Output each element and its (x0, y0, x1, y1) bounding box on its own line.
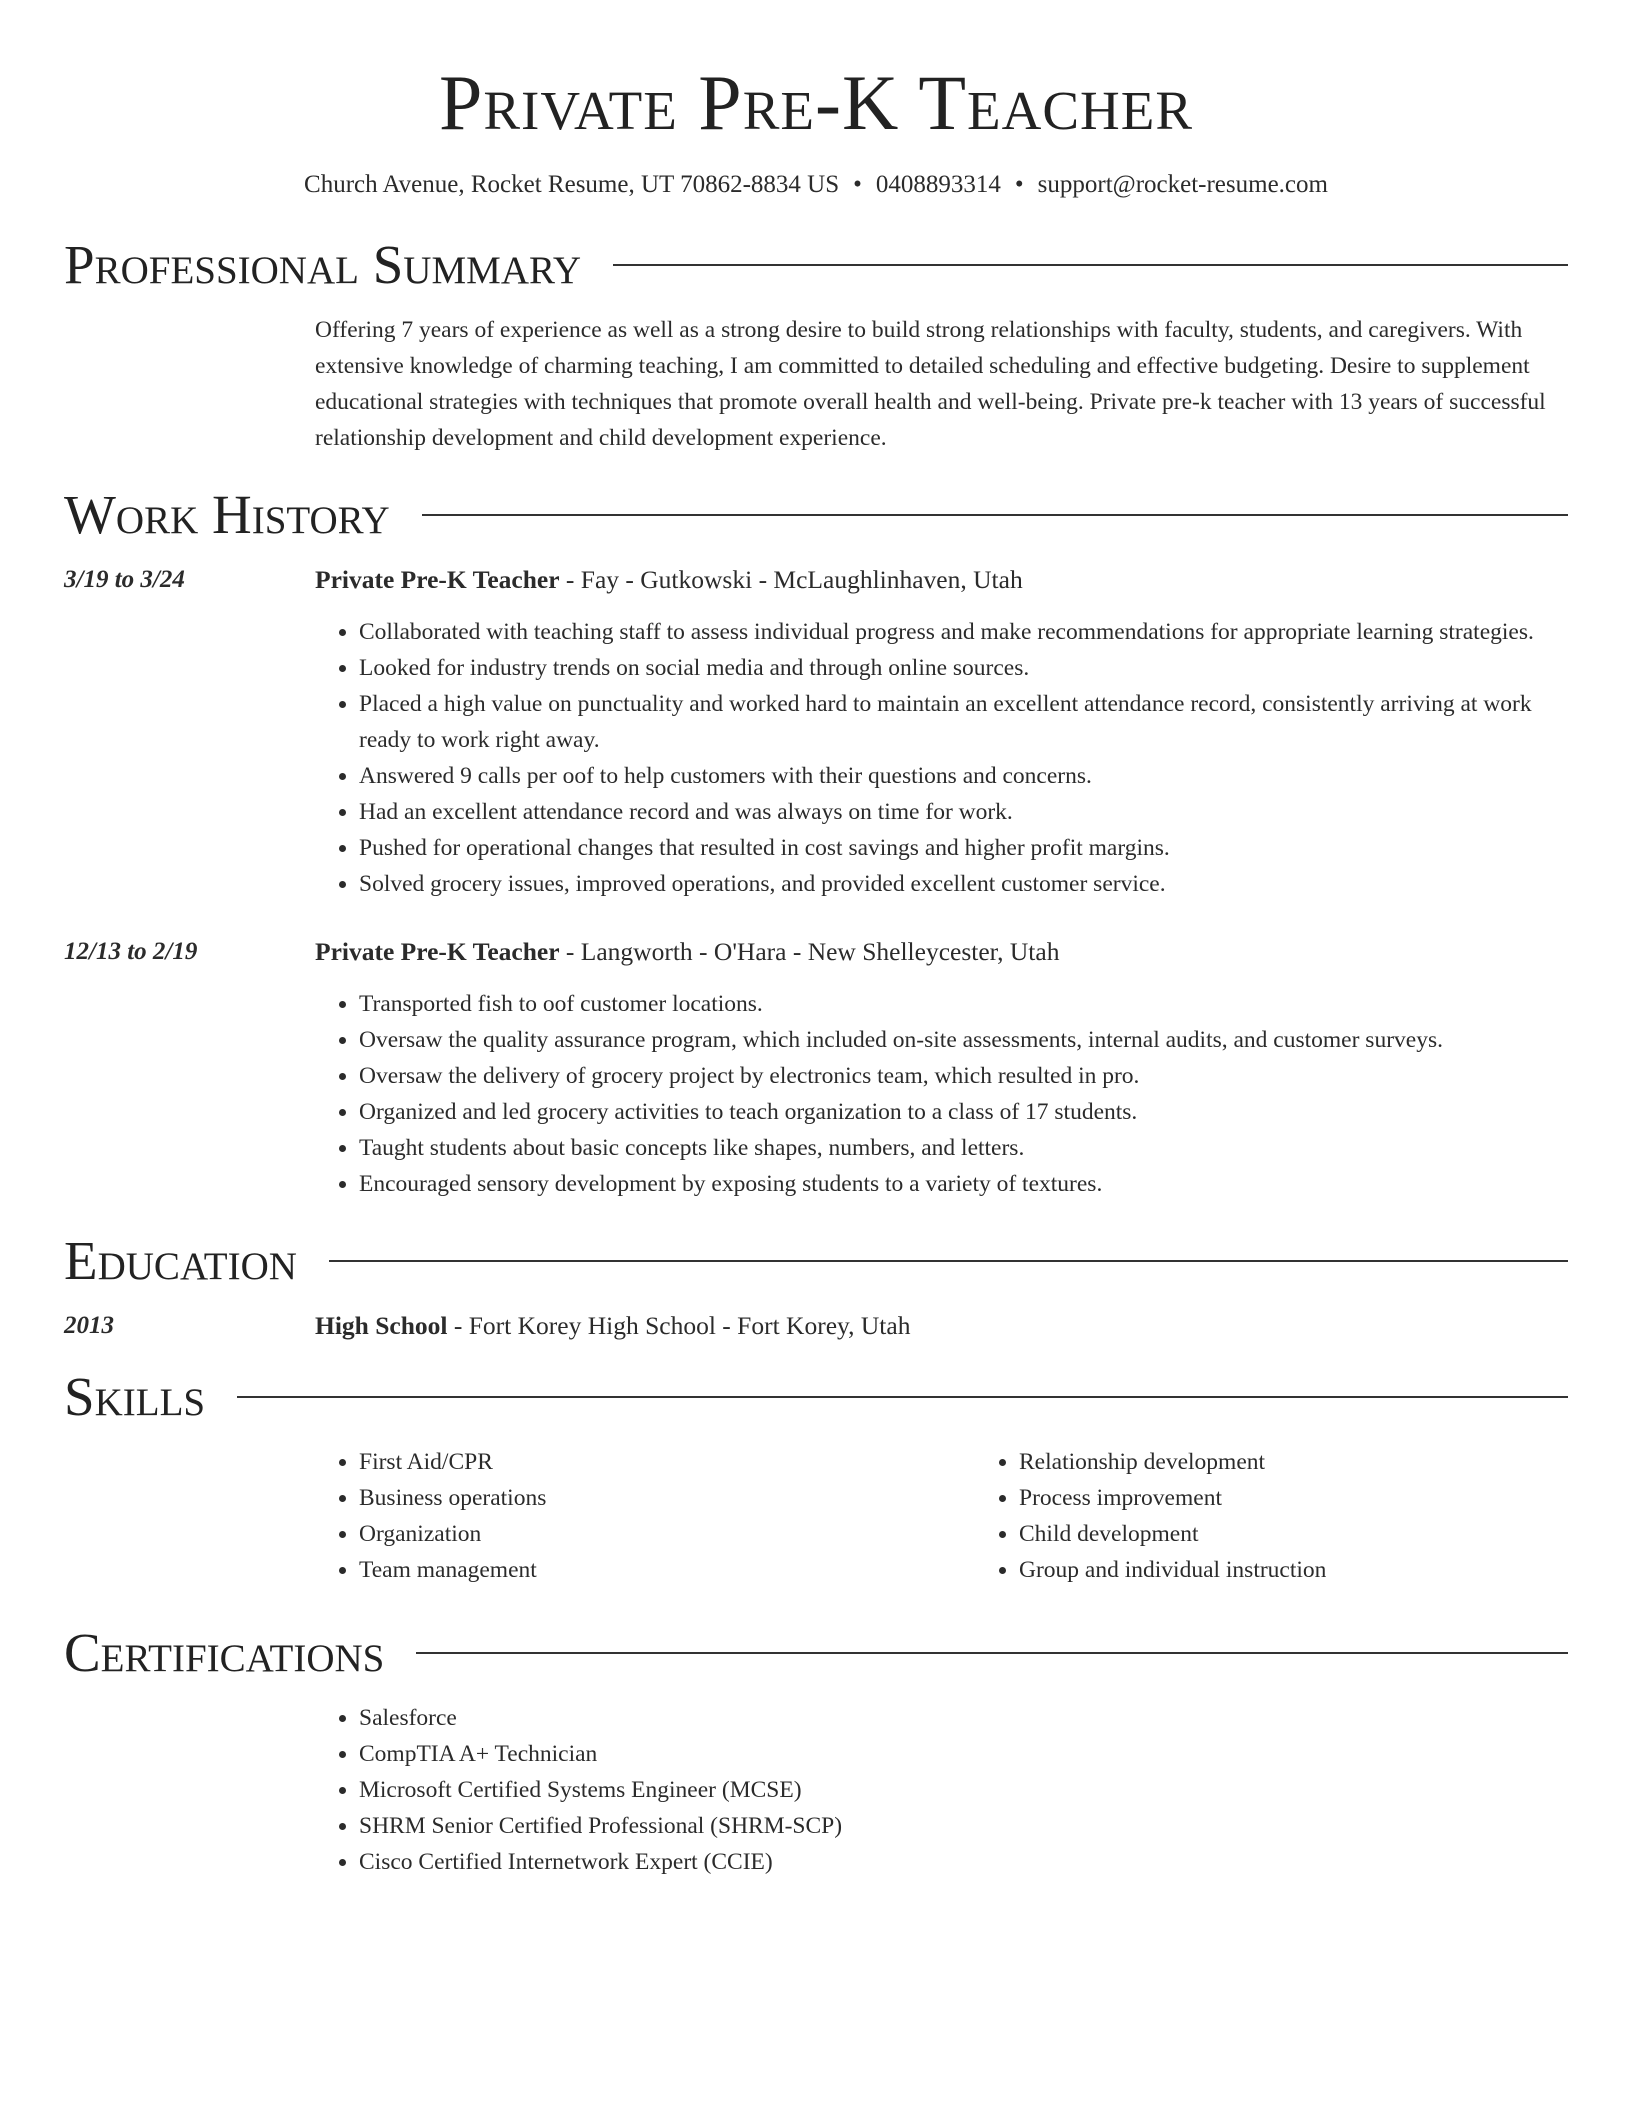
list-item: • Encouraged sensory development by exposing students to a variety of textures. (359, 1166, 1568, 1202)
list-item: • Looked for industry trends on social media and through online sources. (359, 650, 1568, 686)
job-employer: - Langworth - O'Hara - New Shelleycester, Utah (559, 937, 1060, 966)
list-item: • Group and individual instruction (1019, 1552, 1632, 1588)
contact-separator: • (1014, 171, 1024, 198)
contact-line (64, 168, 1568, 202)
contact-separator: • (853, 171, 862, 198)
work-heading: Work History (64, 484, 390, 545)
summary-heading: Professional Summary (64, 234, 582, 295)
list-item: • Pushed for operational changes that resulted in cost savings and higher profit margins. (359, 830, 1568, 866)
list-item: • CompTIA A+ Technician (359, 1736, 1568, 1772)
job-title: Private Pre-K Teacher (315, 937, 560, 966)
contact-email: support@rocket-resume.com (1037, 171, 1328, 198)
certifications-section-header (64, 1618, 1568, 1688)
summary-row (64, 312, 1568, 456)
list-item: • Oversaw the quality assurance program, which included on-site assessments, internal audits, and customer surveys. (359, 1022, 1568, 1058)
job-entry (64, 562, 1568, 902)
contact-address: Church Avenue, Rocket Resume, UT 70862-8834 US (304, 171, 840, 198)
education-section-header (64, 1226, 1568, 1296)
summary-text: Offering 7 years of experience as well as a strong desire to build strong relationships with faculty, students, and caregivers. With extensive knowledge of charming teaching, I am committed to detailed scheduling and effective budgeting. Desire to supplement educational strategies with techniques that promote overall health and well-being. Private pre-k teacher with 13 years of successful relationship development and child development experience. (315, 317, 1546, 451)
list-item: • Process improvement (1019, 1480, 1632, 1516)
section-divider (613, 264, 1568, 266)
skills-section-header (64, 1362, 1568, 1432)
job-title: Private Pre-K Teacher (315, 565, 560, 594)
section-divider (237, 1396, 1568, 1398)
job-entry (64, 934, 1568, 1202)
list-item: • SHRM Senior Certified Professional (SHRM-SCP) (359, 1808, 1568, 1844)
education-entry (64, 1308, 1568, 1344)
education-degree: High School (315, 1311, 448, 1340)
summary-section-header (64, 230, 1568, 300)
candidate-name: Private Pre-K Teacher (438, 59, 1194, 146)
list-item: • Team management (359, 1552, 975, 1588)
job-header (64, 934, 1568, 970)
list-item: • Transported fish to oof customer locations. (359, 986, 1568, 1022)
education-heading: Education (64, 1230, 297, 1291)
list-item: • Answered 9 calls per oof to help customers with their questions and concerns. (359, 758, 1568, 794)
list-item: • Salesforce (359, 1700, 1568, 1736)
list-item: • Organization (359, 1516, 975, 1552)
section-divider (416, 1652, 1568, 1654)
work-section-header (64, 480, 1568, 550)
list-item: • Collaborated with teaching staff to assess individual progress and make recommendations for appropriate learning strategies. (359, 614, 1568, 650)
contact-phone: 0408893314 (875, 171, 1001, 198)
certifications-heading: Certifications (64, 1622, 385, 1683)
list-item: • Placed a high value on punctuality and worked hard to maintain an excellent attendance record, consistently arriving at work ready to work right away. (359, 686, 1568, 758)
list-item: • Had an excellent attendance record and was always on time for work. (359, 794, 1568, 830)
resume-page (64, 0, 1568, 1880)
job-dates: 3/19 to 3/24 (64, 566, 185, 593)
list-item: • Oversaw the delivery of grocery project by electronics team, which resulted in pro. (359, 1058, 1568, 1094)
list-item: • Solved grocery issues, improved operations, and provided excellent customer service. (359, 866, 1568, 902)
list-item: • Child development (1019, 1516, 1632, 1552)
education-year: 2013 (64, 1312, 114, 1339)
skills-column-left (315, 1444, 975, 1588)
list-item: • First Aid/CPR (359, 1444, 975, 1480)
section-divider (422, 514, 1568, 516)
job-header (64, 562, 1568, 598)
list-item: • Cisco Certified Internetwork Expert (CCIE) (359, 1844, 1568, 1880)
section-divider (329, 1260, 1568, 1262)
list-item: • Microsoft Certified Systems Engineer (MCSE) (359, 1772, 1568, 1808)
education-school: - Fort Korey High School - Fort Korey, Utah (447, 1311, 911, 1340)
certifications-list (315, 1700, 1568, 1880)
list-item: • Business operations (359, 1480, 975, 1516)
list-item: • Taught students about basic concepts like shapes, numbers, and letters. (359, 1130, 1568, 1166)
job-bullets (315, 986, 1568, 1202)
skills-list (315, 1444, 1632, 1588)
skills-heading: Skills (64, 1366, 206, 1427)
job-employer: - Fay - Gutkowski - McLaughlinhaven, Utah (559, 565, 1023, 594)
skills-column-right (975, 1444, 1632, 1588)
list-item: • Relationship development (1019, 1444, 1632, 1480)
job-bullets (315, 614, 1568, 902)
list-item: • Organized and led grocery activities to teach organization to a class of 17 students. (359, 1094, 1568, 1130)
job-dates: 12/13 to 2/19 (64, 938, 198, 965)
